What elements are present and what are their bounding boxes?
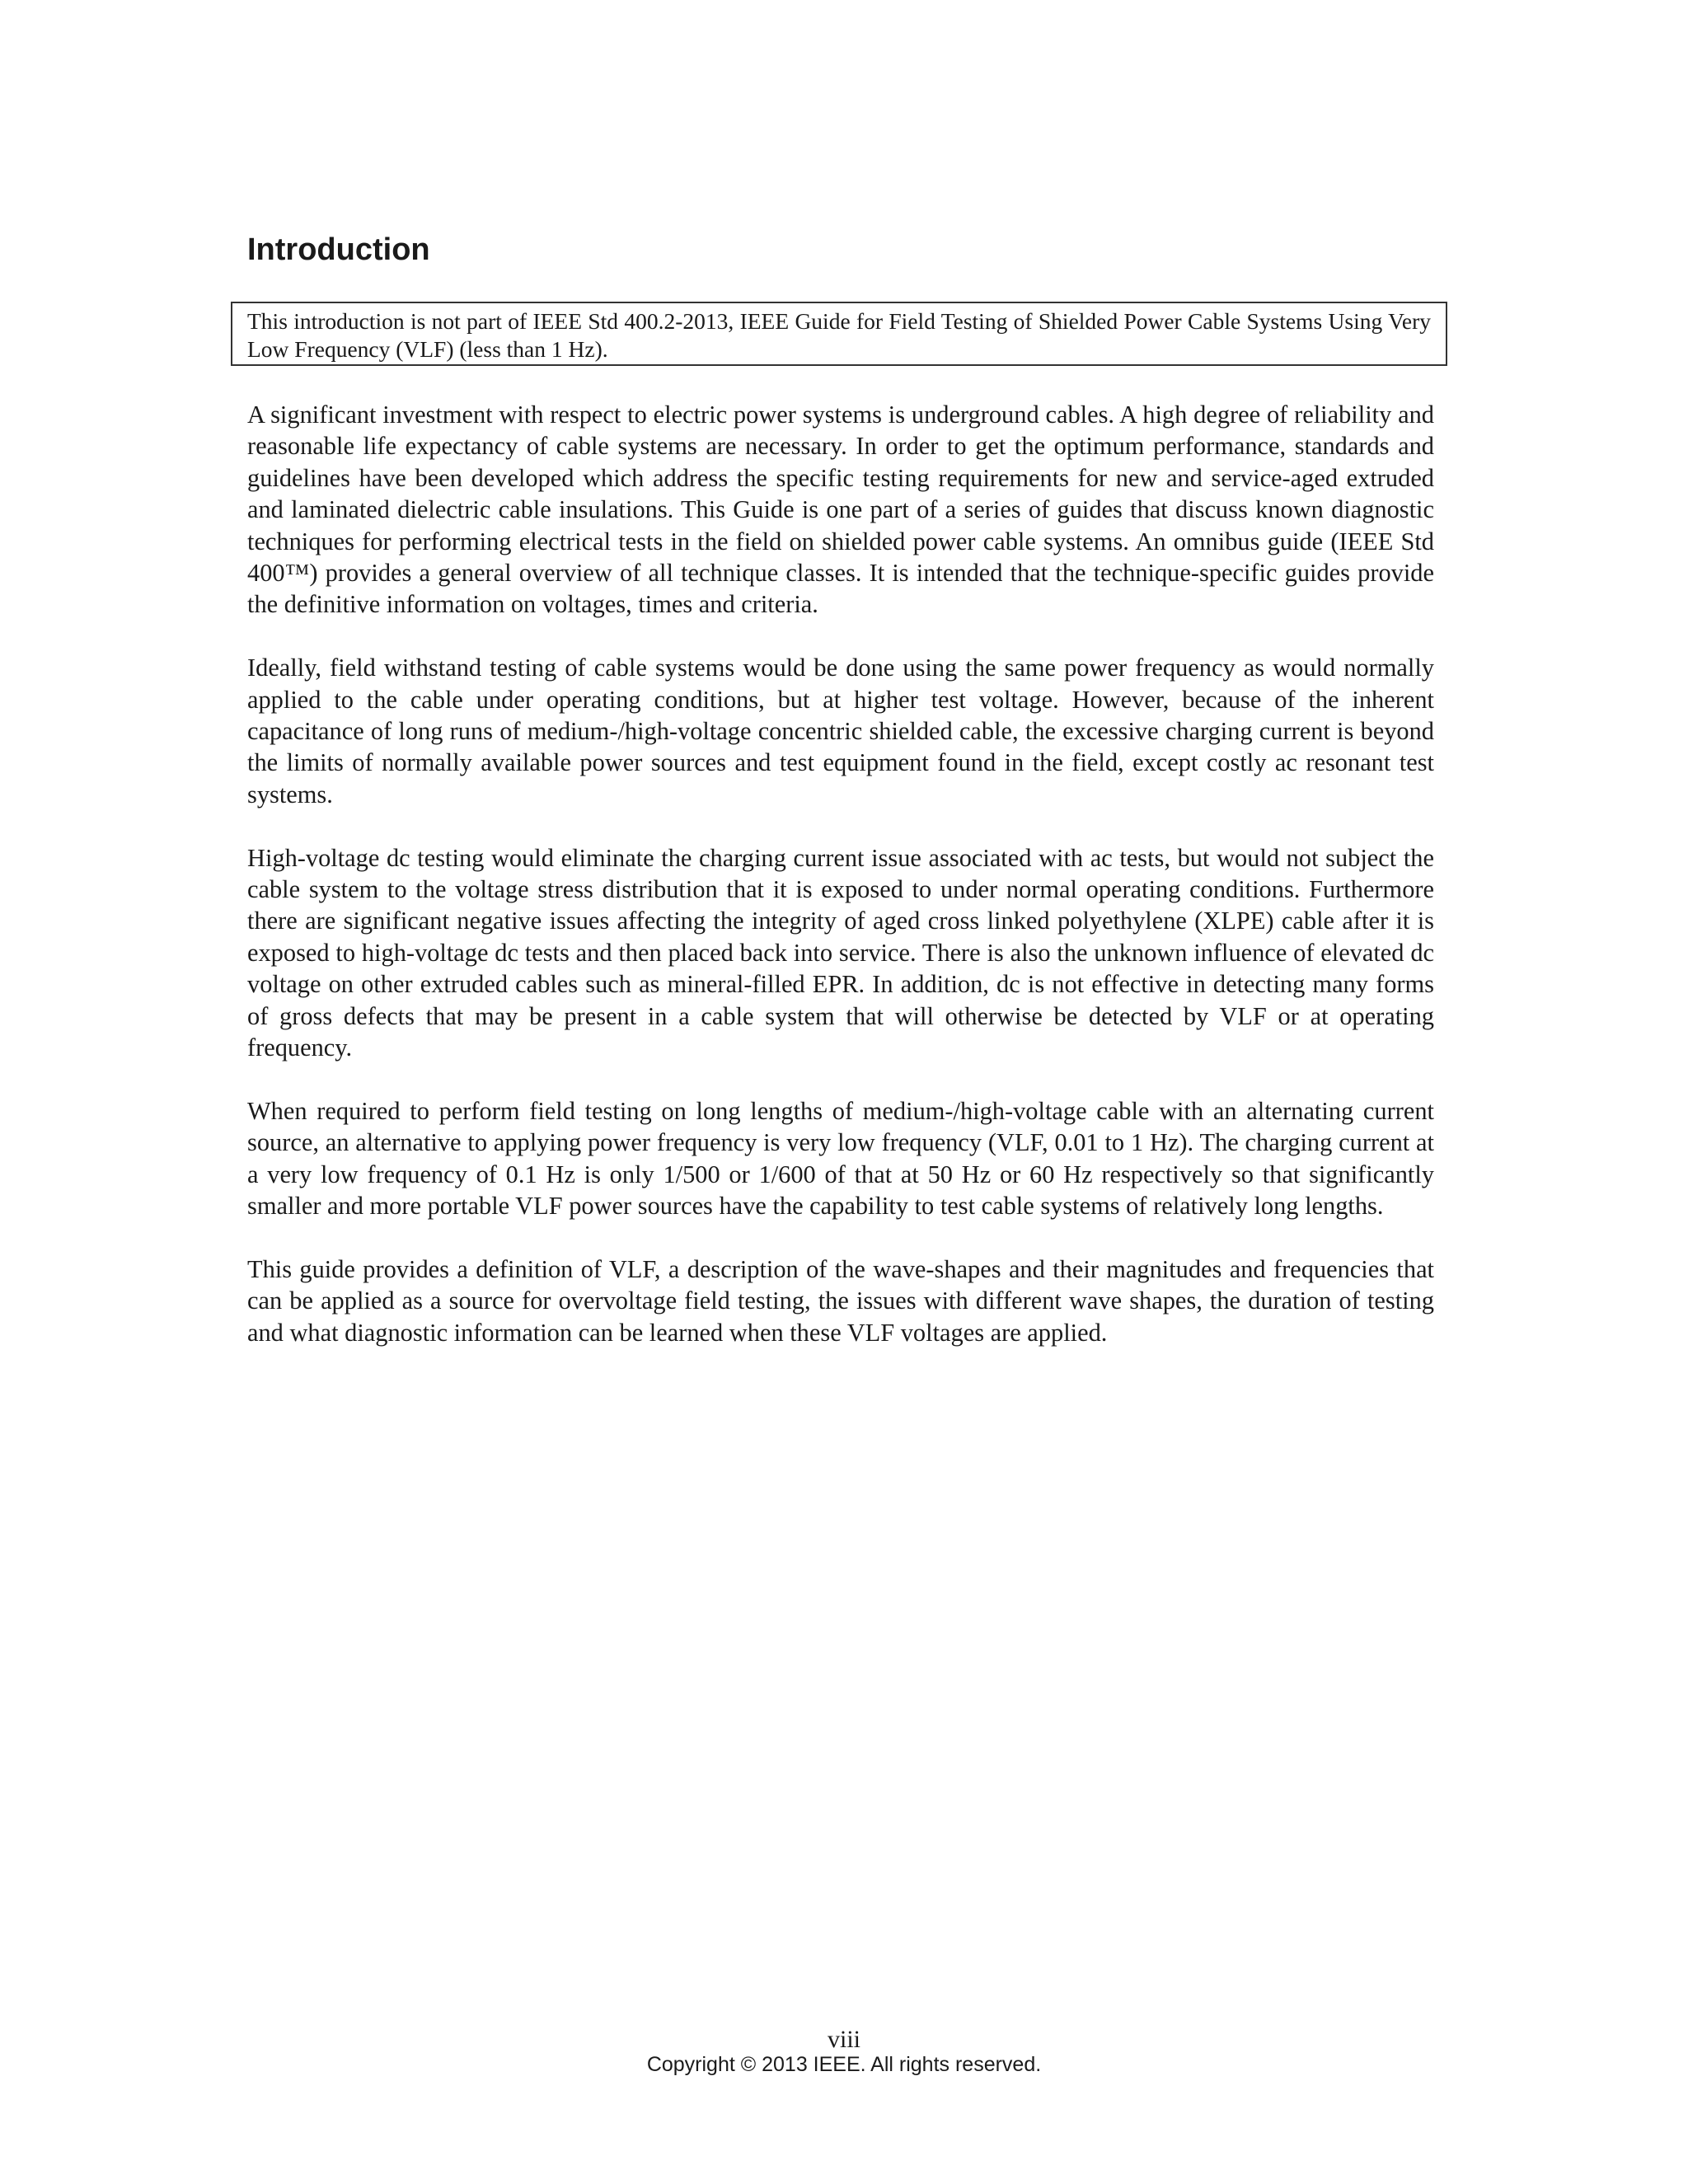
- paragraph-2: Ideally, field withstand testing of cable systems would be done using the same power frequency as would normally applied to the cable under operating conditions, but at higher test voltage. However, because of the inherent capacitance of long runs of medium-/high-voltage concentric shielded cable, the excessive charging current is beyond the limits of normally available power sources and test equipment found in the field, except costly ac resonant test systems.: [247, 654, 1434, 808]
- paragraph-5: This guide provides a definition of VLF, a description of the wave-shapes and their magnitudes and frequencies that can be applied as a source for overvoltage field testing, the issues with different wave shapes, the duration of testing and what diagnostic information can be learned when these VLF voltages are applied.: [247, 1254, 1434, 1347]
- copyright-notice: Copyright © 2013 IEEE. All rights reserved.: [646, 2053, 1042, 2076]
- paragraph-3: High-voltage dc testing would eliminate the charging current issue associated with ac tests, but would not subject the cable system to the voltage stress distribution that it is exposed to under normal operating conditions. Furthermore there are significant negative issues affecting the integrity of aged cross linked polyethylene (XLPE) cable after it is exposed to high-voltage dc tests and then placed back into service. There is also the unknown influence of elevated dc voltage on other extruded cables such as mineral-filled EPR. In addition, dc is not effective in detecting many forms of gross defects that may be present in a cable system that will otherwise be detected by VLF or at operating frequency.: [247, 843, 1434, 1062]
- page-number: viii: [827, 2026, 860, 2053]
- paragraph-1: A significant investment with respect to electric power systems is underground cables. A high degree of reliability and reasonable life expectancy of cable systems are necessary. In order to get the optimum performance, standards and guidelines have been developed which address the specific testing requirements for new and service-aged extruded and laminated dielectric cable insulations. This Guide is one part of a series of guides that discuss known diagnostic techniques for performing electrical tests in the field on shielded power cable systems. An omnibus guide (IEEE Std 400™) provides a general overview of all technique classes. It is intended that the technique-specific guides provide the definitive information on voltages, times and criteria.: [247, 401, 1434, 619]
- page-title: Introduction: [247, 232, 430, 267]
- paragraph-4: When required to perform field testing on long lengths of medium-/high-voltage cable with an alternating current source, an alternative to applying power frequency is very low frequency (VLF, 0.01 to 1 Hz). The charging current at a very low frequency of 0.1 Hz is only 1/500 or 1/600 of that at 50 Hz or 60 Hz respectively so that significantly smaller and more portable VLF power sources have the capability to test cable systems of relatively long lengths.: [247, 1096, 1434, 1221]
- body-text: [247, 399, 1434, 1380]
- intro-notice-box: [231, 302, 1447, 366]
- intro-notice-text: This introduction is not part of IEEE Std 400.2-2013, IEEE Guide for Field Testing of Shielded Power Cable Systems Using Very Low Frequency (VLF) (less than 1 Hz).: [247, 308, 1431, 362]
